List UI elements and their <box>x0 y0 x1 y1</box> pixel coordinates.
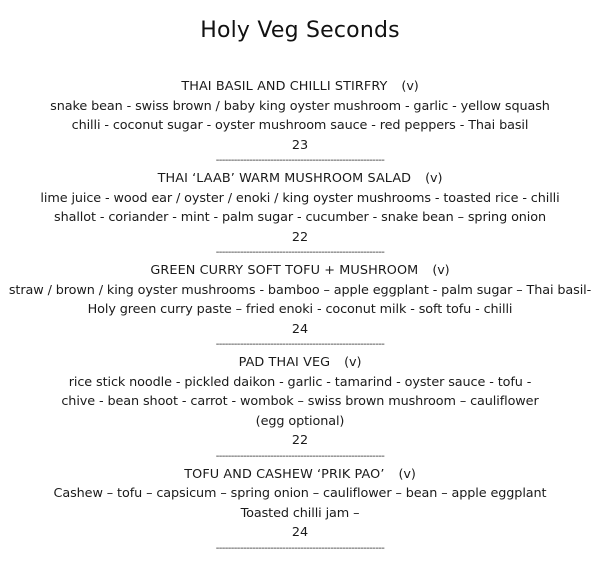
menu-item <box>0 169 600 261</box>
dish-description-line: lime juice - wood ear / oyster / enoki / king oyster mushrooms - toasted rice - chilli <box>40 190 560 206</box>
menu-item <box>0 465 600 557</box>
dish-name: GREEN CURRY SOFT TOFU + MUSHROOM <box>150 263 419 278</box>
dish-description-line: chilli - coconut sugar - oyster mushroom sauce - red peppers - Thai basil <box>71 118 529 133</box>
separator: -------------------------------------------------------- <box>215 450 385 462</box>
dish-description-line: Holy green curry paste – fried enoki - coconut milk - soft tofu - chilli <box>87 302 513 317</box>
dish-heading <box>0 77 600 97</box>
dish-heading <box>0 353 600 373</box>
dish-heading <box>0 465 600 485</box>
dish-name: THAI ‘LAAB’ WARM MUSHROOM SALAD <box>157 171 412 186</box>
dish-description-line: chive - bean shoot - carrot - wombok – swiss brown mushroom – cauliflower <box>61 394 539 409</box>
dish-price: 22 <box>291 229 309 245</box>
menu-item <box>0 353 600 465</box>
separator: -------------------------------------------------------- <box>215 247 385 258</box>
dish-description-line: straw / brown / king oyster mushrooms - bamboo – apple eggplant - palm sugar – Thai basil- <box>8 282 592 298</box>
dish-description-line: Toasted chilli jam – <box>240 505 360 521</box>
dish-name: PAD THAI VEG <box>238 355 331 370</box>
dish-name: TOFU AND CASHEW ‘PRIK PAO’ <box>184 466 385 482</box>
menu-list <box>0 77 600 557</box>
separator: -------------------------------------------------------- <box>215 155 385 166</box>
dish-description-line: shallot - coriander - mint - palm sugar - cucumber - snake bean – spring onion <box>54 210 546 225</box>
menu-item <box>0 77 600 169</box>
vegetarian-tag: (v) <box>432 263 450 278</box>
dish-description-line: snake bean - swiss brown / baby king oyster mushroom - garlic - yellow squash <box>50 98 550 114</box>
vegetarian-tag: (v) <box>344 355 362 370</box>
vegetarian-tag: (v) <box>401 79 419 94</box>
dish-price: 23 <box>291 137 309 153</box>
separator: -------------------------------------------------------- <box>215 542 385 554</box>
dish-price: 24 <box>291 525 309 540</box>
dish-note: (egg optional) <box>255 413 345 429</box>
dish-heading <box>0 261 600 281</box>
dish-price: 22 <box>291 433 309 448</box>
menu-item <box>0 261 600 353</box>
menu-title: Holy Veg Seconds <box>200 18 400 43</box>
separator: -------------------------------------------------------- <box>215 339 385 350</box>
dish-description-line: rice stick noodle - pickled daikon - garlic - tamarind - oyster sauce - tofu - <box>68 374 532 390</box>
dish-description-line: Cashew – tofu – capsicum – spring onion – cauliflower – bean – apple eggplant <box>53 486 547 501</box>
dish-price: 24 <box>291 321 309 337</box>
dish-heading <box>0 169 600 189</box>
vegetarian-tag: (v) <box>425 171 443 186</box>
dish-name: THAI BASIL AND CHILLI STIRFRY <box>181 79 388 94</box>
vegetarian-tag: (v) <box>398 466 416 482</box>
